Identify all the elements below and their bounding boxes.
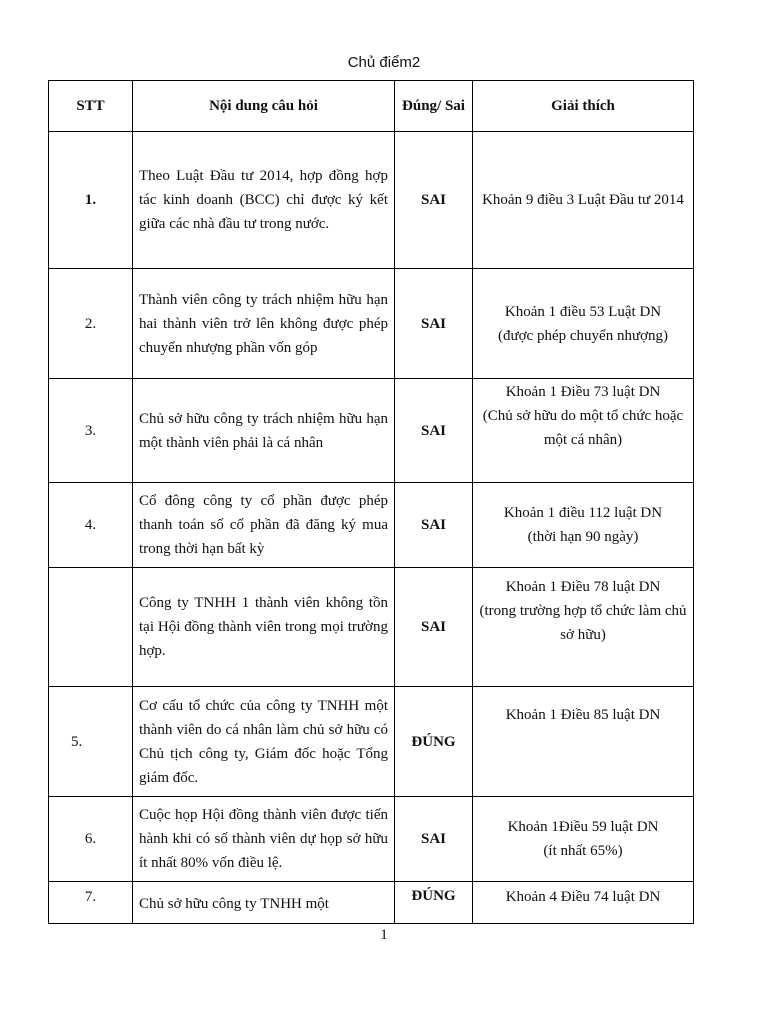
explanation-line: Khoản 1 điều 53 Luật DN (504, 303, 662, 320)
explanation-line: (được phép chuyển nhượng) (498, 327, 668, 344)
explanation-cell (473, 797, 694, 882)
answer-value: SAI (395, 132, 473, 269)
question-text: Cơ cấu tổ chức của công ty TNHH một thành viên do cá nhân làm chủ sở hữu có Chủ tịch công ty, Giám đốc hoặc Tổng giám đốc. (133, 687, 395, 797)
table-header-row (49, 81, 694, 132)
table-row (49, 797, 694, 882)
question-text: Theo Luật Đầu tư 2014, hợp đồng hợp tác kinh doanh (BCC) chỉ được ký kết giữa các nhà đầu tư trong nước. (133, 132, 395, 269)
row-number: 2. (49, 269, 133, 379)
row-number: 4. (49, 483, 133, 568)
table-row (49, 269, 694, 379)
qa-table (48, 80, 694, 924)
table-row (49, 687, 694, 797)
explanation-cell (473, 269, 694, 379)
question-text: Chủ sở hữu công ty trách nhiệm hữu hạn một thành viên phải là cá nhân (133, 379, 395, 483)
table-row (49, 882, 694, 924)
page-title: Chủ điểm2 (347, 54, 421, 71)
header-stt: STT (49, 81, 133, 132)
explanation-cell (473, 568, 694, 687)
row-number (49, 568, 133, 687)
table-row (49, 483, 694, 568)
row-number: 3. (49, 379, 133, 483)
header-explanation: Giải thích (473, 81, 694, 132)
table-row (49, 379, 694, 483)
explanation-cell (473, 132, 694, 269)
explanation-line: Khoản 1 Điều 73 luật DN (505, 384, 661, 400)
row-number: 1. (49, 132, 133, 269)
question-text: Công ty TNHH 1 thành viên không tồn tại Hội đồng thành viên trong mọi trường hợp. (133, 568, 395, 687)
explanation-line: (Chủ sở hữu do một tổ chức hoặc một cá nhân) (482, 408, 684, 448)
table-row (49, 132, 694, 269)
question-text: Cuộc họp Hội đồng thành viên được tiến hành khi có số thành viên dự họp sở hữu ít nhất 80% vốn điều lệ. (133, 797, 395, 882)
answer-value: SAI (395, 568, 473, 687)
explanation-line: (ít nhất 65%) (543, 843, 623, 859)
explanation-cell (473, 882, 694, 924)
row-number: 5. (49, 687, 133, 797)
explanation-line: (thời hạn 90 ngày) (527, 529, 639, 545)
header-answer: Đúng/ Sai (395, 81, 473, 132)
answer-value: ĐÚNG (395, 882, 473, 924)
answer-value: SAI (395, 797, 473, 882)
explanation-cell (473, 483, 694, 568)
page-number: 1 (380, 927, 388, 943)
table-row (49, 568, 694, 687)
explanation-cell (473, 379, 694, 483)
explanation-cell (473, 687, 694, 797)
explanation-line: (trong trường hợp tổ chức làm chủ sở hữu) (479, 603, 687, 643)
explanation-line: Khoản 1Điều 59 luật DN (507, 819, 659, 835)
header-question: Nội dung câu hỏi (133, 81, 395, 132)
explanation-line: Khoản 4 Điều 74 luật DN (505, 889, 661, 905)
answer-value: SAI (395, 269, 473, 379)
question-text: Chủ sở hữu công ty TNHH một (133, 882, 395, 924)
question-text: Thành viên công ty trách nhiệm hữu hạn hai thành viên trở lên không được phép chuyển nhượng phần vốn góp (133, 269, 395, 379)
answer-value: ĐÚNG (395, 687, 473, 797)
question-text: Cổ đông công ty cổ phần được phép thanh toán số cổ phần đã đăng ký mua trong thời hạn bất kỳ (133, 483, 395, 568)
explanation-line: Khoản 9 điều 3 Luật Đầu tư 2014 (482, 192, 684, 208)
answer-value: SAI (395, 379, 473, 483)
explanation-line: Khoản 1 điều 112 luật DN (503, 505, 663, 521)
row-number: 6. (49, 797, 133, 882)
answer-value: SAI (395, 483, 473, 568)
explanation-line: Khoản 1 Điều 78 luật DN (505, 579, 661, 595)
explanation-line: Khoản 1 Điều 85 luật DN (505, 707, 661, 723)
row-number: 7. (49, 882, 133, 924)
